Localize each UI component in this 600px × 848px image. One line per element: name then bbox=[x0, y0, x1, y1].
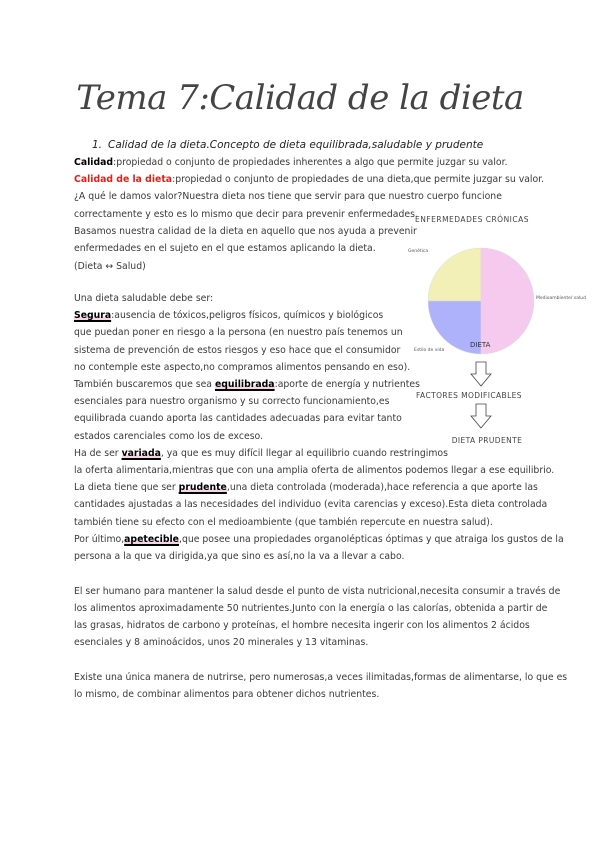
step-prudent-diet: DIETA PRUDENTE bbox=[451, 436, 523, 445]
text-line: persona a la que va dirigida,ya que sino es así,no la va a llevar a cabo. bbox=[74, 551, 405, 562]
pie-label-lifestyle: Estilo de vida bbox=[414, 348, 445, 353]
text-line: la oferta alimentaria,mientras que con una amplia oferta de alimentos podemos llegar a ese equilibrio. bbox=[74, 465, 555, 476]
section-number: 1. bbox=[92, 139, 103, 151]
term-calidad-dieta: Calidad de la dieta bbox=[74, 174, 173, 185]
pie-label-diet: DIETA bbox=[470, 341, 491, 349]
text-line: cantidades ajustadas a las necesidades del individuo (evita carencias y exceso).Esta dieta controlada bbox=[74, 499, 548, 510]
text-line: esenciales para nuestro organismo y su correcto funcionamiento,es bbox=[74, 396, 390, 407]
diagram-title: ENFERMEDADES CRÓNICAS bbox=[414, 215, 530, 224]
term-prudente: prudente bbox=[178, 482, 227, 493]
text-line: Existe una única manera de nutrirse, pero numerosas,a veces ilimitadas,formas de alimentarse, lo que es bbox=[74, 672, 568, 683]
line-prefix: La dieta tiene que ser bbox=[74, 482, 179, 493]
pie-label-environment: Medioambiente/ salud bbox=[536, 296, 586, 301]
text-line: Basamos nuestra calidad de la dieta en aquello que nos ayuda a prevenir bbox=[74, 226, 417, 237]
term-calidad: Calidad bbox=[74, 157, 114, 168]
pie-label-genetics: Genética bbox=[408, 249, 429, 254]
page-title: Tema 7:Calidad de la dieta bbox=[76, 78, 524, 118]
text-line bbox=[74, 157, 508, 169]
pie-slice-genetics bbox=[428, 248, 481, 301]
text-line bbox=[74, 482, 538, 494]
section-heading bbox=[92, 139, 483, 151]
text-line: El ser humano para mantener la salud desde el punto de vista nutricional,necesita consumir a través de bbox=[74, 586, 561, 597]
pie-slice-environment bbox=[481, 248, 534, 354]
arrow-down-icon bbox=[471, 362, 491, 386]
text-line bbox=[74, 174, 544, 186]
text-line: ¿A qué le damos valor?Nuestra dieta nos tiene que servir para que nuestro cuerpo funcione bbox=[74, 191, 502, 202]
term-variada: variada bbox=[121, 448, 161, 459]
definition-text: :ausencia de tóxicos,peligros físicos, químicos y biológicos bbox=[111, 310, 384, 321]
text-line bbox=[74, 379, 420, 391]
definition-text: :propiedad o conjunto de propiedades inherentes a algo que permite juzgar su valor. bbox=[113, 157, 508, 168]
chronic-disease-diagram bbox=[396, 206, 586, 466]
section-heading-text: Calidad de la dieta.Concepto de dieta equilibrada,saludable y prudente bbox=[108, 139, 484, 151]
text-line: también tiene su efecto con el medioambiente (que también repercute en nuestra salud). bbox=[74, 517, 493, 528]
definition-text: ,una dieta controlada (moderada),hace referencia a que aporte las bbox=[226, 482, 538, 493]
text-line bbox=[74, 310, 383, 322]
line-prefix: También buscaremos que sea bbox=[74, 379, 215, 390]
text-line: esenciales y 8 aminoácidos, unos 20 minerales y 13 vitaminas. bbox=[74, 637, 369, 648]
definition-text: , ya que es muy difícil llegar al equilibrio cuando restringimos bbox=[160, 448, 448, 459]
arrow-down-icon bbox=[471, 404, 491, 428]
definition-text: ,que posee una propiedades organolépticas óptimas y que atraiga los gustos de la bbox=[178, 534, 564, 545]
term-apetecible: apetecible bbox=[124, 534, 179, 545]
text-line: los alimentos aproximadamente 50 nutrientes.Junto con la energía o las calorías, obtenida a partir de bbox=[74, 603, 548, 614]
line-prefix: Ha de ser bbox=[74, 448, 122, 459]
text-line: sistema de prevención de estos riesgos y eso hace que el consumidor bbox=[74, 345, 401, 356]
text-line: las grasas, hidratos de carbono y proteínas, el hombre necesita ingerir con los alimentos 2 ácidos bbox=[74, 620, 530, 631]
text-line: (Dieta ↔ Salud) bbox=[74, 261, 146, 272]
text-line: equilibrada cuando aporta las cantidades adecuadas para evitar tanto bbox=[74, 413, 402, 424]
text-line: Una dieta saludable debe ser: bbox=[74, 293, 214, 304]
text-line: no contemple este aspecto,no compramos alimentos pensando en eso). bbox=[74, 362, 411, 373]
text-line: correctamente y esto es lo mismo que decir para prevenir enfermedades. bbox=[74, 209, 418, 220]
text-line bbox=[74, 448, 448, 460]
text-line: estados carenciales como los de exceso. bbox=[74, 431, 264, 442]
term-equilibrada: equilibrada bbox=[214, 379, 275, 390]
term-segura: Segura bbox=[74, 310, 112, 321]
text-line: enfermedades en el sujeto en el que estamos aplicando la dieta. bbox=[74, 243, 376, 254]
definition-text: :aporte de energía y nutrientes bbox=[274, 379, 420, 390]
step-modifiable-factors: FACTORES MODIFICABLES bbox=[416, 391, 522, 400]
text-line: que puedan poner en riesgo a la persona (en nuestro país tenemos un bbox=[74, 327, 403, 338]
definition-text: :propiedad o conjunto de propiedades de una dieta,que permite juzgar su valor. bbox=[172, 174, 545, 185]
line-prefix: Por último, bbox=[74, 534, 125, 545]
text-line bbox=[74, 534, 564, 546]
text-line: lo mismo, de combinar alimentos para obtener dichos nutrientes. bbox=[74, 689, 380, 700]
